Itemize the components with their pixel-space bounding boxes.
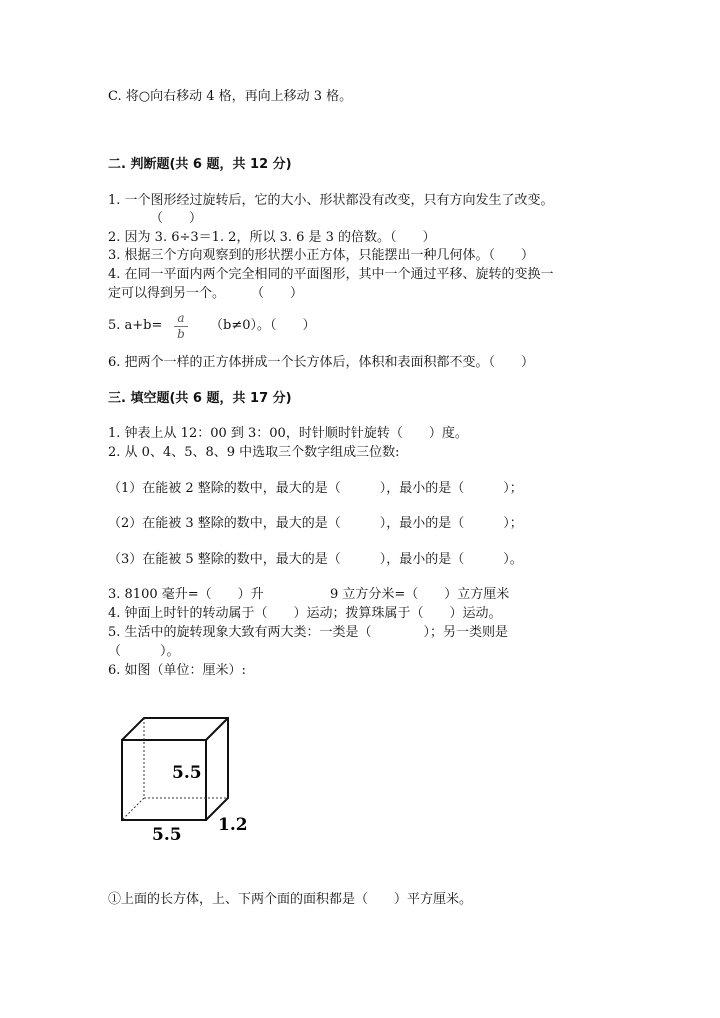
- fill-q5-line1: 5. 生活中的旋转现象大致有两大类：一类是（ ）；另一类则是: [108, 625, 509, 640]
- cuboid-figure: [114, 712, 254, 846]
- judge-q5-suffix: （b≠0）。（ ）: [210, 318, 316, 333]
- fill-q3-part2: 9 立方分米=（ ）立方厘米: [330, 587, 510, 602]
- judge-q2: 2. 因为 3. 6÷3＝1. 2，所以 3. 6 是 3 的倍数。（ ）: [108, 230, 436, 245]
- fill-q4: 4. 钟面上时针的转动属于（ ）运动；拨算珠属于（ ）运动。: [108, 606, 502, 621]
- judge-q1-line2: （ ）: [150, 211, 203, 226]
- judge-q6: 6. 把两个一样的正方体拼成一个长方体后，体积和表面积都不变。（ ）: [108, 355, 535, 370]
- depth-edge-label: 1.2: [218, 815, 248, 835]
- judge-q3: 3. 根据三个方向观察到的形状摆小正方体，只能摆出一种几何体。（ ）: [108, 248, 535, 263]
- fill-q3-part1: 3. 8100 毫升=（ ）升: [108, 587, 264, 602]
- fill-q6: 6. 如图（单位：厘米）:: [108, 663, 246, 678]
- judge-q5-prefix: 5. a+b=: [108, 318, 163, 333]
- fill-q6-sub1: ①上面的长方体，上、下两个面的面积都是（ ）平方厘米。: [108, 892, 473, 907]
- fraction-denominator: b: [177, 327, 185, 341]
- judge-q1-line1: 1. 一个图形经过旋转后，它的大小、形状都没有改变，只有方向发生了改变。: [108, 193, 554, 208]
- front-face-label: 5.5: [172, 763, 202, 783]
- judge-q4-line1: 4. 在同一平面内两个完全相同的平面图形，其中一个通过平移、旋转的变换一: [108, 267, 554, 282]
- fill-q5-line2: （ ）。: [108, 644, 180, 659]
- option-c: C. 将○向右移动 4 格，再向上移动 3 格。: [108, 89, 353, 104]
- fill-q2-part2: （2）在能被 3 整除的数中，最大的是（ ），最小的是（ ）；: [108, 516, 523, 531]
- section-2-title: 二. 判断题(共 6 题，共 12 分): [108, 157, 292, 172]
- fraction-a-over-b: [174, 312, 188, 341]
- fill-q1: 1. 钟表上从 12：00 到 3：00，时针顺时针旋转（ ）度。: [108, 426, 468, 441]
- fill-q2-part3: （3）在能被 5 整除的数中，最大的是（ ），最小的是（ ）。: [108, 552, 523, 567]
- fill-q2: 2. 从 0、4、5、8、9 中选取三个数字组成三位数:: [108, 445, 400, 460]
- fill-q2-part1: （1）在能被 2 整除的数中，最大的是（ ），最小的是（ ）；: [108, 481, 523, 496]
- section-3-title: 三. 填空题(共 6 题，共 17 分): [108, 391, 292, 406]
- fraction-numerator: a: [177, 311, 185, 325]
- judge-q4-line2: 定可以得到另一个。 （ ）: [108, 286, 304, 301]
- bottom-edge-label: 5.5: [152, 825, 182, 845]
